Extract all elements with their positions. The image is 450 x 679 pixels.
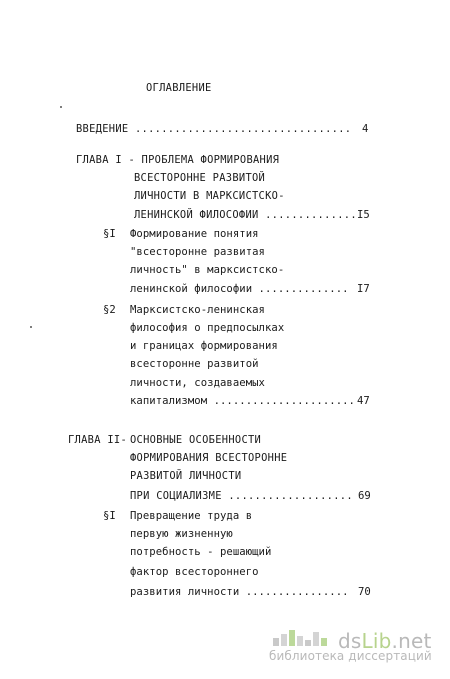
toc-section-line: фактор всестороннего xyxy=(130,566,259,578)
watermark-logo-icon xyxy=(271,628,331,648)
toc-section-line: Формирование понятия xyxy=(130,228,259,240)
toc-section-line: личность" в марксистско- xyxy=(130,264,285,276)
toc-section-line: "всесторонне развитая xyxy=(130,246,265,258)
toc-page-number: 4 xyxy=(362,123,369,135)
watermark-subtitle: библиотека диссертаций xyxy=(269,649,432,663)
toc-section-line: первую жизненную xyxy=(130,528,233,540)
toc-page-number: 69 xyxy=(358,490,371,502)
watermark-brand-part: .net xyxy=(391,629,432,653)
scan-speck xyxy=(60,106,62,108)
toc-chapter-2-line: ФОРМИРОВАНИЯ ВСЕСТОРОННЕ xyxy=(130,452,288,464)
toc-section-marker: §I xyxy=(103,228,116,240)
toc-section-line: Марксистско-ленинская xyxy=(130,304,265,316)
toc-title: ОГЛАВЛЕНИЕ xyxy=(146,82,212,94)
toc-section-line: философия о предпосылках xyxy=(130,322,285,334)
toc-chapter-1-line: ЛИЧНОСТИ В МАРКСИСТСКО- xyxy=(134,190,285,202)
toc-chapter-2-label: ГЛАВА II- xyxy=(68,434,128,446)
watermark-brand-part: ds xyxy=(338,629,362,653)
toc-chapter-2-line: ОСНОВНЫЕ ОСОБЕННОСТИ xyxy=(130,434,262,446)
toc-section-marker: §I xyxy=(103,510,116,522)
toc-page-number: I5 xyxy=(357,209,370,221)
toc-chapter-1-heading: ГЛАВА I - ПРОБЛЕМА ФОРМИРОВАНИЯ xyxy=(76,154,280,166)
toc-section-line: капитализмом ...................... xyxy=(130,395,355,407)
toc-chapter-1-line: ЛЕНИНСКОЙ ФИЛОСОФИИ .............. xyxy=(134,209,357,221)
toc-section-line: развития личности ................ xyxy=(130,586,349,598)
toc-page-number: 47 xyxy=(357,395,370,407)
toc-section-line: личности, создаваемых xyxy=(130,377,265,389)
scan-speck xyxy=(30,326,32,328)
toc-section-line: всесторонне развитой xyxy=(130,358,259,370)
toc-section-line: потребность - решающий xyxy=(130,546,272,558)
toc-page-number: I7 xyxy=(357,283,370,295)
toc-chapter-2-line: РАЗВИТОЙ ЛИЧНОСТИ xyxy=(130,470,242,482)
toc-entry-introduction: ВВЕДЕНИЕ ................................. xyxy=(76,123,352,135)
toc-section-line: ленинской философии .............. xyxy=(130,283,349,295)
watermark-brand-part: Lib xyxy=(361,629,392,653)
toc-chapter-2-line: ПРИ СОЦИАЛИЗМЕ ................... xyxy=(130,490,353,502)
toc-page-number: 70 xyxy=(358,586,371,598)
toc-section-marker: §2 xyxy=(103,304,116,316)
toc-section-line: и границах формирования xyxy=(130,340,278,352)
toc-section-line: Превращение труда в xyxy=(130,510,253,522)
toc-chapter-1-line: ВСЕСТОРОННЕ РАЗВИТОЙ xyxy=(134,172,266,184)
